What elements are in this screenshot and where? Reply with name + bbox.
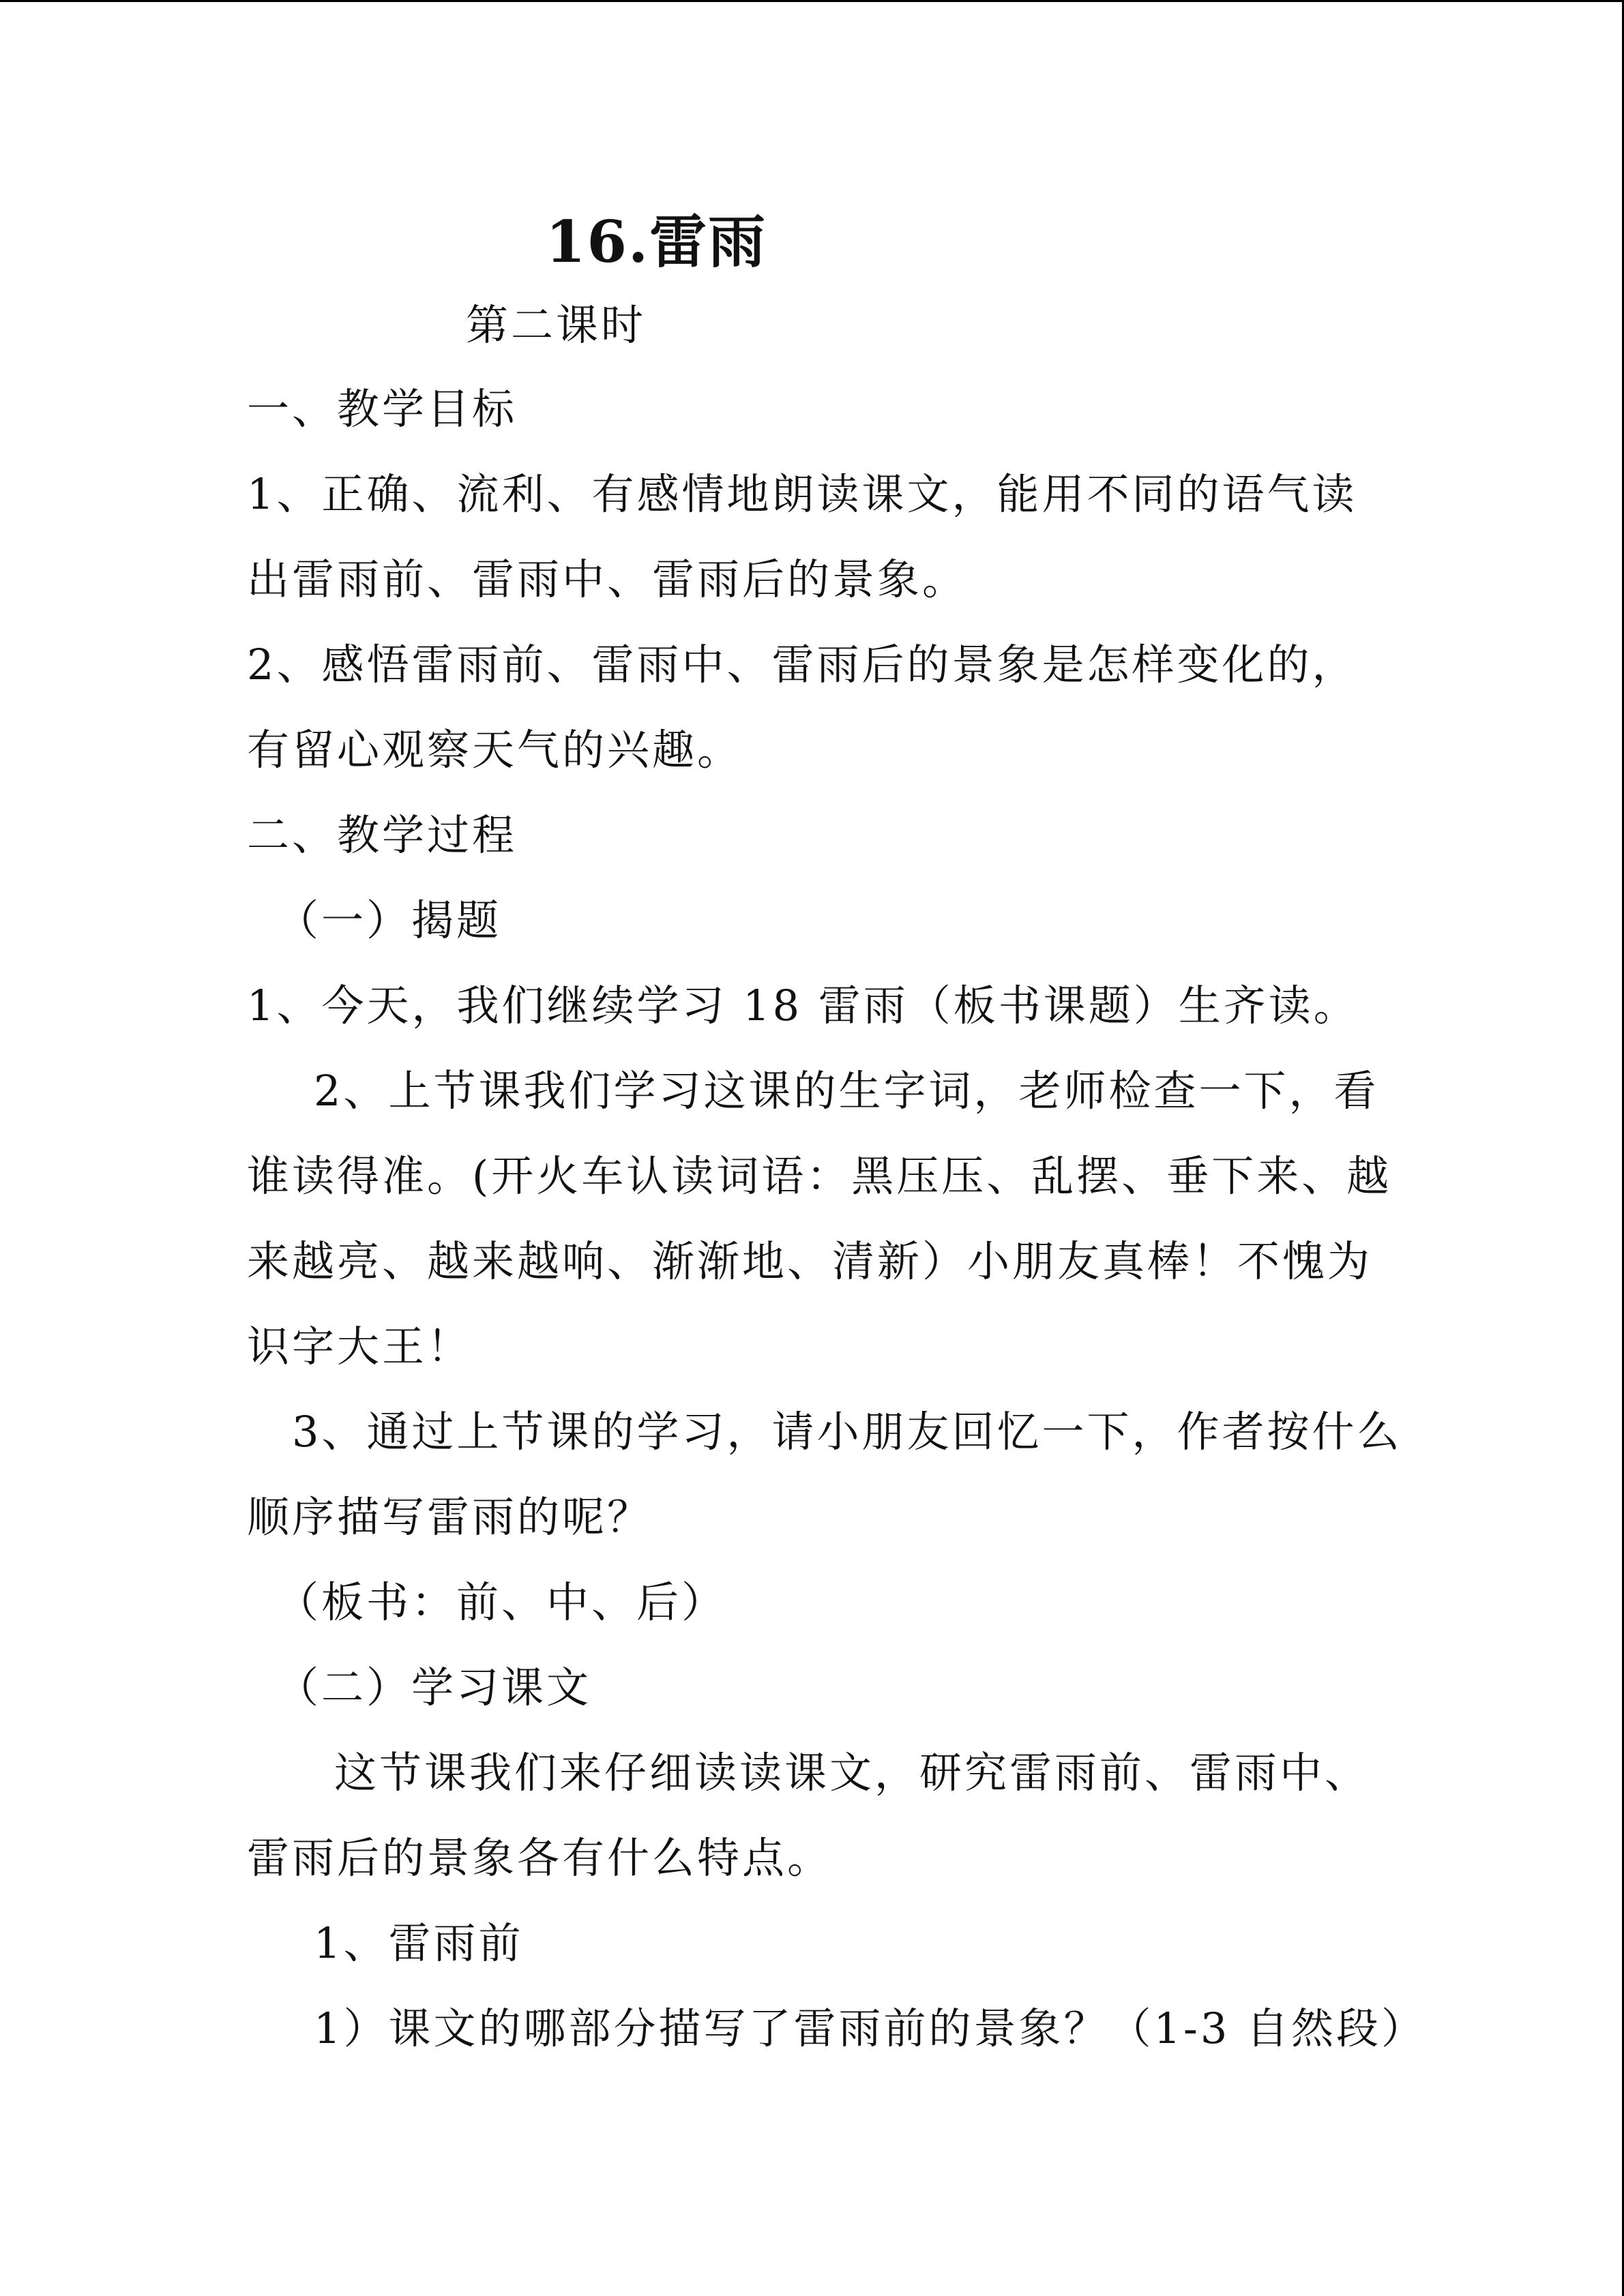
subsection-heading-study: （二）学习课文 [276,1663,592,1712]
board-note: （板书：前、中、后） [276,1577,727,1627]
objective-1-line-1: 1、正确、流利、有感情地朗读课文，能用不同的语气读 [247,469,1357,519]
subsection-heading-intro: （一）揭题 [276,895,502,945]
step-3-line-1: 3、通过上节课的学习，请小朋友回忆一下，作者按什么 [292,1407,1402,1457]
part-1-question-1: 1）课文的哪部分描写了雷雨前的景象？（1-3 自然段） [314,2003,1426,2053]
section-heading-process: 二、教学过程 [247,810,518,860]
lesson-subtitle: 第二课时 [466,300,647,350]
objective-2-line-1: 2、感悟雷雨前、雷雨中、雷雨后的景象是怎样变化的， [247,640,1357,689]
step-3-line-2: 顺序描写雷雨的呢？ [247,1492,653,1542]
step-2-line-3: 来越亮、越来越响、渐渐地、清新）小朋友真棒！不愧为 [247,1236,1373,1286]
objective-2-line-2: 有留心观察天气的兴趣。 [247,725,743,775]
page-top-border [0,0,1624,2]
step-2-line-2: 谁读得准。(开火车认读词语：黑压压、乱摆、垂下来、越 [247,1151,1392,1201]
step-1-line: 1、今天，我们继续学习 18 雷雨（板书课题）生齐读。 [247,981,1359,1030]
study-intro-line-2: 雷雨后的景象各有什么特点。 [247,1833,833,1883]
section-heading-objectives: 一、教学目标 [247,384,518,434]
study-intro-line-1: 这节课我们来仔细读读课文，研究雷雨前、雷雨中、 [334,1748,1370,1798]
part-1-heading: 1、雷雨前 [314,1918,524,1968]
objective-1-line-2: 出雷雨前、雷雨中、雷雨后的景象。 [247,554,968,604]
step-2-line-1: 2、上节课我们学习这课的生字词，老师检查一下，看 [314,1066,1379,1116]
lesson-title: 16.雷雨 [546,208,767,275]
step-2-line-4: 识字大王！ [247,1322,473,1371]
